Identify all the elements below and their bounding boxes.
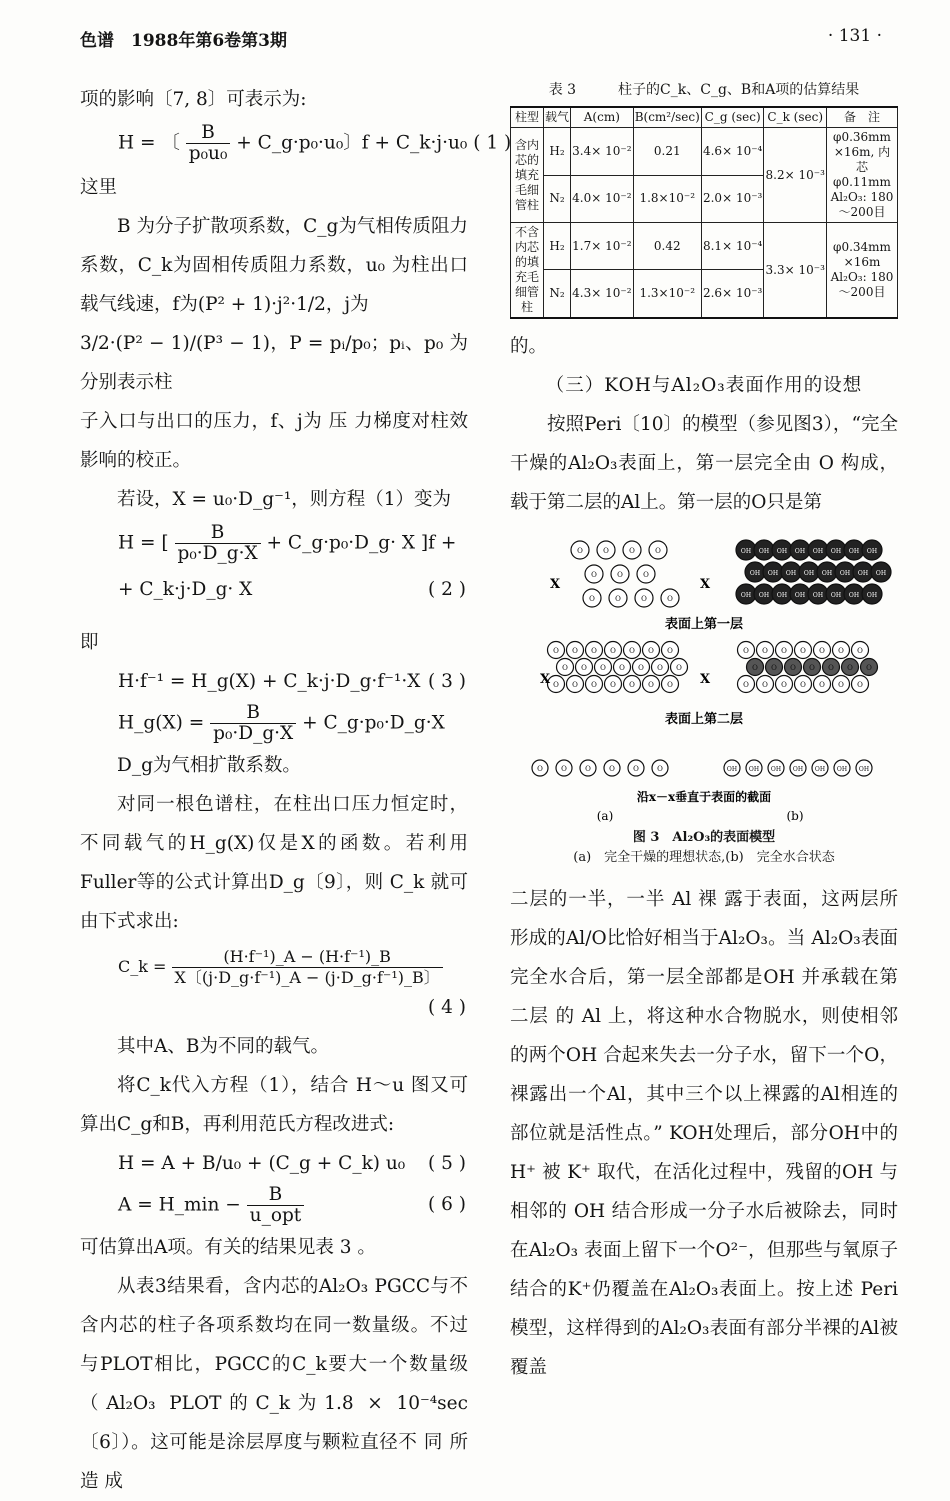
cg-cell: 2.6× 10⁻³	[701, 270, 764, 318]
atom-label: O	[562, 664, 568, 672]
panel-b-label: (b)	[786, 809, 804, 823]
atom-label: OH	[767, 570, 779, 577]
paragraph: 即	[80, 632, 99, 653]
paragraph: 项的影响〔7, 8〕可表示为:	[80, 89, 307, 110]
denominator: p₀·D_g·X	[213, 723, 294, 744]
eq-lhs: H = 〔	[118, 132, 180, 154]
page-number: · 131 ·	[827, 26, 882, 46]
b-cell: 1.3×10⁻²	[633, 270, 701, 318]
atom-label: O	[572, 647, 578, 655]
atom-label: O	[617, 571, 623, 579]
table-3	[510, 106, 898, 319]
eq-lhs: H = [	[118, 532, 169, 554]
atom-label: OH	[748, 766, 760, 773]
axis-x-label: X	[550, 577, 561, 592]
atom-label: O	[561, 765, 567, 773]
panel-b-atoms	[724, 540, 891, 776]
atom-label: O	[641, 595, 647, 603]
atom-label: O	[667, 647, 673, 655]
a-cell: 4.0× 10⁻²	[571, 175, 634, 223]
atom-label: O	[591, 647, 597, 655]
atom-label: O	[615, 595, 621, 603]
atom-label: O	[643, 571, 649, 579]
eq-number: ( 3 )	[428, 671, 466, 692]
atom-label: O	[781, 681, 787, 689]
atom-label: OH	[770, 766, 782, 773]
a-cell: 3.4× 10⁻²	[571, 128, 634, 176]
atom-label: O	[667, 595, 673, 603]
atom-label: O	[648, 647, 654, 655]
atom-label: OH	[803, 570, 815, 577]
equation-6	[80, 1185, 468, 1226]
paragraph: B 为分子扩散项系数，C_g为气相传质阻力系数，C_k为固相传质阻力系数，u₀ 为柱出口载气线速，f为(P² + 1)·j²·1/2，j为	[80, 216, 468, 315]
atom-label: O	[743, 647, 749, 655]
note-cell: φ0.34mm ×16m Al₂O₃: 180～200目	[827, 223, 898, 319]
header-cell: 柱型	[511, 107, 544, 128]
gas-cell: H₂	[544, 128, 571, 176]
atom-label: O	[633, 765, 639, 773]
equation-4-number-row	[80, 988, 468, 1027]
numerator: B	[175, 523, 261, 544]
atom-label: O	[610, 681, 616, 689]
axis-x-label: X	[700, 577, 711, 592]
atom-label: OH	[830, 592, 842, 599]
b-cell: 1.8×10⁻²	[633, 175, 701, 223]
atom-label: OH	[839, 570, 851, 577]
table-row	[511, 223, 898, 270]
atom-label: O	[857, 681, 863, 689]
atom-label: O	[819, 681, 825, 689]
header-cell: C_k (sec)	[764, 107, 827, 128]
paragraph: D_g为气相扩散系数。	[117, 755, 301, 776]
column-type-cell: 含内芯的填充毛细管柱	[511, 128, 544, 223]
fraction	[175, 523, 261, 564]
eq-lhs: H_g(X) =	[118, 712, 205, 734]
eq-number: ( 6 )	[428, 1194, 466, 1215]
header-cell: B(cm²/sec)	[633, 107, 701, 128]
atom-label: OH	[758, 548, 770, 555]
paragraph: 可估算出A项。有关的结果见表 3 。	[80, 1237, 376, 1258]
cg-cell: 8.1× 10⁻⁴	[701, 223, 764, 270]
atom-label: O	[537, 765, 543, 773]
atom-label: O	[572, 681, 578, 689]
atom-label: O	[676, 664, 682, 672]
atom-label: O	[800, 681, 806, 689]
eq-lhs: C_k =	[118, 957, 167, 976]
atom-label: O	[609, 765, 615, 773]
atom-label: O	[610, 647, 616, 655]
atom-label: O	[629, 647, 635, 655]
atom-label: O	[838, 681, 844, 689]
eq-text: H·f⁻¹ = H_g(X) + C_k·j·D_g·f⁻¹·X	[118, 671, 421, 692]
atom-label: O	[809, 664, 815, 672]
equation-5	[80, 1144, 468, 1183]
paragraph: 从表3结果看，含内芯的Al₂O₃ PGCC与不含内芯的柱子各项系数均在同一数量级。不过与PLOT相比，PGCC的C_k要大一个数量级（Al₂O₃ PLOT的C_k为1.8 × 10⁻⁴sec〔6〕）。这可能是涂层厚度与颗粒直径不 同 所 造 成	[80, 1276, 468, 1492]
atom-label: O	[828, 664, 834, 672]
numerator: B	[186, 123, 231, 144]
atom-label: OH	[812, 592, 824, 599]
a-cell: 1.7× 10⁻²	[571, 223, 634, 270]
atom-label: OH	[726, 766, 738, 773]
b-cell: 0.42	[633, 223, 701, 270]
atom-label: OH	[792, 766, 804, 773]
eq-text: H = A + B/u₀ + (C_g + C_k) u₀	[118, 1153, 406, 1174]
atom-label: O	[790, 664, 796, 672]
layer2-label: 表面上第二层	[664, 712, 744, 727]
atom-label: OH	[866, 548, 878, 555]
eq-rest: + C_g·p₀·D_g·X	[302, 712, 445, 734]
ck-cell: 8.2× 10⁻³	[764, 128, 827, 223]
atom-label: OH	[776, 548, 788, 555]
atom-label: OH	[758, 592, 770, 599]
atom-label: OH	[875, 570, 887, 577]
atom-label: O	[762, 681, 768, 689]
eq-rest: + C_g·p₀·D_g· X ]f +	[266, 532, 457, 554]
panel-a-label: (a)	[596, 809, 614, 823]
equation-3	[80, 662, 468, 701]
atom-label: OH	[836, 766, 848, 773]
axis-x-label: X	[700, 672, 711, 687]
atom-label: O	[591, 571, 597, 579]
header-cell: 备 注	[827, 107, 898, 128]
equation-2a	[80, 523, 468, 564]
atom-label: O	[600, 664, 606, 672]
right-column	[510, 80, 898, 1387]
header-cell: C_g (sec)	[701, 107, 764, 128]
atom-label: O	[585, 765, 591, 773]
atom-label: O	[743, 681, 749, 689]
atom-label: O	[657, 765, 663, 773]
layer1-label: 表面上第一层	[664, 617, 744, 632]
gas-cell: H₂	[544, 223, 571, 270]
denominator: p₀u₀	[188, 143, 228, 164]
atom-label: O	[629, 547, 635, 555]
cg-cell: 4.6× 10⁻⁴	[701, 128, 764, 176]
atom-label: O	[553, 647, 559, 655]
atom-label: O	[655, 547, 661, 555]
atom-label: O	[847, 664, 853, 672]
note-cell: φ0.36mm ×16m, 内芯 φ0.11mm Al₂O₃: 180～200目	[827, 128, 898, 223]
denominator: u_opt	[249, 1205, 302, 1226]
atom-label: O	[648, 681, 654, 689]
atom-label: OH	[866, 592, 878, 599]
atom-label: OH	[857, 570, 869, 577]
atom-label: O	[752, 664, 758, 672]
atom-label: O	[638, 664, 644, 672]
atom-label: O	[603, 547, 609, 555]
paragraph: 对同一根色谱柱，在柱出口压力恒定时，不同载气的H_g(X)仅是X的函数。若利用Fuller等的公式计算出D_g〔9〕，则 C_k 就可由下式求出:	[80, 794, 468, 932]
atom-label: O	[838, 647, 844, 655]
equation-3b	[80, 703, 468, 744]
numerator: (H·f⁻¹)_A − (H·f⁻¹)_B	[172, 947, 443, 968]
paragraph: 二层的一半，一半 Al 裸 露于表面，这两层所形成的Al/O比恰好相当于Al₂O₃。当 Al₂O₃表面完全水合后，第一层全部都是OH 并承载在第二层 的 Al 上，将这种水合物脱水，则使相邻的两个OH 合起来失去一分子水，留下一个O，裸露出一个Al，其中三个以上裸露的Al相连的部位就是活性点。” KOH处理后，部分OH中的H⁺ 被 K⁺ 取代，在活化过程中，残留的OH 与相邻的 OH 结合形成一分子水后被除去，同时在Al₂O₃ 表面上留下一个O²⁻，但那些与氧原子结合的K⁺仍覆盖在Al₂O₃表面上。按上述 Peri模型，这样得到的Al₂O₃表面有部分半裸的Al被覆盖	[510, 889, 898, 1378]
table-row	[511, 128, 898, 176]
cg-cell: 2.0× 10⁻³	[701, 175, 764, 223]
atom-label: O	[667, 681, 673, 689]
atom-label: O	[657, 664, 663, 672]
atom-label: O	[553, 681, 559, 689]
atom-label: OH	[749, 570, 761, 577]
paragraph: 这里	[80, 177, 118, 198]
atom-label: OH	[858, 766, 870, 773]
atom-label: O	[581, 664, 587, 672]
atom-label: O	[589, 595, 595, 603]
atom-label: OH	[821, 570, 833, 577]
atom-label: O	[800, 647, 806, 655]
eq-number: ( 1 )	[473, 132, 512, 154]
atom-label: O	[781, 647, 787, 655]
denominator: p₀·D_g·X	[177, 543, 258, 564]
atom-label: OH	[740, 548, 752, 555]
eq-rest: + C_g·p₀·u₀〕f + C_k·j·u₀	[236, 132, 468, 154]
figure-caption: 图 3 Al₂O₃的表面模型	[632, 830, 776, 845]
atom-label: OH	[830, 548, 842, 555]
denominator: X〔(j·D_g·f⁻¹)_A − (j·D_g·f⁻¹)_B〕	[174, 968, 440, 987]
atom-label: O	[762, 647, 768, 655]
atom-label: OH	[785, 570, 797, 577]
paragraph: 其中A、B为不同的载气。	[117, 1036, 329, 1057]
atom-label: O	[591, 681, 597, 689]
ck-cell: 3.3× 10⁻³	[764, 223, 827, 319]
atom-label: OH	[848, 548, 860, 555]
column-type-cell: 不含内芯的填充毛细管柱	[511, 223, 544, 319]
header-cell: A(cm)	[571, 107, 634, 128]
eq-text: + C_k·j·D_g· X	[118, 579, 253, 600]
eq-lhs: A = H_min −	[118, 1194, 241, 1216]
left-column	[80, 80, 512, 1501]
axis-x-label: X	[540, 672, 551, 687]
paragraph: 若设，X = u₀·D_g⁻¹，则方程（1）变为	[117, 489, 452, 510]
header-cell: 载气	[544, 107, 571, 128]
equation-4	[80, 947, 468, 988]
atom-label: OH	[848, 592, 860, 599]
atom-label: O	[819, 647, 825, 655]
atom-label: O	[629, 681, 635, 689]
gas-cell: N₂	[544, 270, 571, 318]
figure-subcaption: (a) 完全干燥的理想状态,(b) 完全水合状态	[573, 850, 835, 865]
paragraph: 3/2·(P² − 1)/(P³ − 1)，P = pᵢ/p₀；pᵢ、p₀ 为分别表示柱	[80, 333, 468, 393]
paragraph: 将C_k代入方程（1），结合 H～u 图又可算出C_g和B，再利用范氏方程改进式:	[80, 1075, 468, 1135]
atom-label: O	[619, 664, 625, 672]
b-cell: 0.21	[633, 128, 701, 176]
section-label: 沿x－x垂直于表面的截面	[636, 790, 772, 804]
table-title: 表 3 柱子的C_k、C_g、B和A项的估算结果	[548, 82, 860, 98]
paragraph: 的。	[510, 336, 548, 357]
a-cell: 4.3× 10⁻²	[571, 270, 634, 318]
eq-number: ( 4 )	[428, 997, 466, 1018]
atom-label: O	[866, 664, 872, 672]
figure-3	[510, 528, 898, 828]
equation-2b	[80, 570, 468, 609]
eq-number: ( 5 )	[428, 1153, 466, 1174]
table-header-row	[511, 107, 898, 128]
paragraph: 子入口与出口的压力，f、j为 压 力梯度对柱效影响的校正。	[80, 411, 468, 471]
fraction	[247, 1185, 305, 1226]
atom-label: O	[857, 647, 863, 655]
numerator: B	[247, 1185, 305, 1206]
paragraph: 按照Peri〔10〕的模型（参见图3），“完全干燥的Al₂O₃表面上，第一层完全由 O 构成，载于第二层的Al上。第一层的O只是第	[510, 414, 898, 513]
equation-1	[80, 122, 512, 164]
surface-model-diagram	[510, 528, 898, 828]
atom-label: OH	[794, 592, 806, 599]
gas-cell: N₂	[544, 175, 571, 223]
atom-label: OH	[814, 766, 826, 773]
atom-label: OH	[812, 548, 824, 555]
fraction	[186, 123, 231, 164]
atom-label: OH	[794, 548, 806, 555]
section-heading: （三）KOH与Al₂O₃表面作用的设想	[545, 375, 863, 396]
atom-label: OH	[740, 592, 752, 599]
eq-number: ( 2 )	[428, 579, 466, 600]
fraction	[210, 703, 296, 744]
numerator: B	[210, 703, 296, 724]
atom-label: O	[771, 664, 777, 672]
atom-label: OH	[776, 592, 788, 599]
fraction	[172, 947, 443, 988]
atom-label: O	[577, 547, 583, 555]
journal-header: 色谱 1988年第6卷第3期	[80, 31, 287, 51]
